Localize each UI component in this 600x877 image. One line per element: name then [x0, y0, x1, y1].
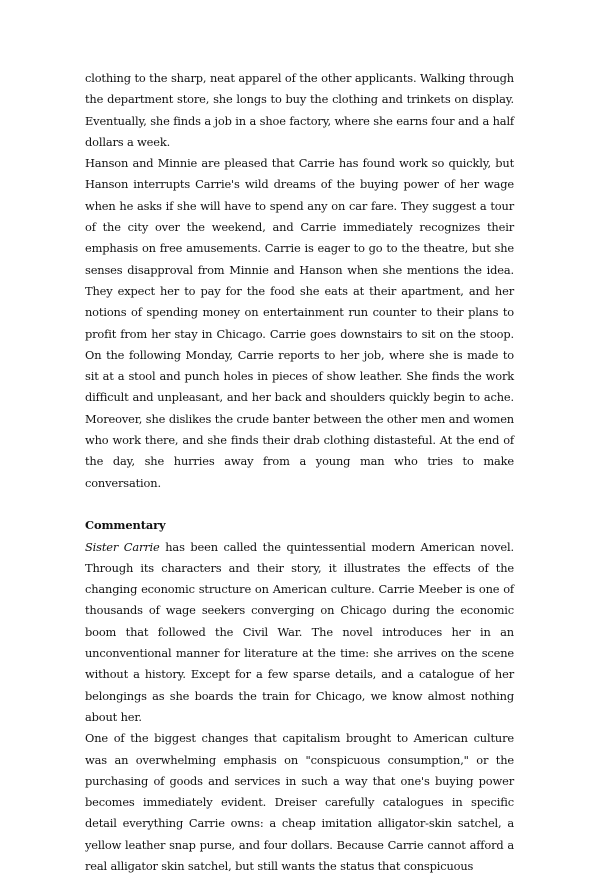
paragraph-conspicuous-consumption: One of the biggest changes that capitalism brought to American culture was an overwhelming emphasis on "conspicuous consumption," or the purchasing of goods and services in such a way that one's buying power becomes immediately evident. Dreiser carefully catalogues in specific detail everything Carrie owns: a cheap imitation alligator-skin satchel, a yellow leather snap purse, and four dollars. Because Carrie cannot afford a real alligator skin satchel, but still wants the status that conspicuous — [85, 731, 514, 873]
paragraph-gap — [85, 494, 514, 515]
paragraph-commentary-intro — [85, 537, 514, 729]
novel-title: Sister Carrie — [85, 539, 160, 554]
section-heading-commentary: Commentary — [85, 518, 166, 533]
paragraph-hanson-minnie: Hanson and Minnie are pleased that Carrie has found work so quickly, but Hanson interrupts Carrie's wild dreams of the buying power of her wage when he asks if she will have to spend any on car fare. They suggest a tour of the city over the weekend, and Carrie immediately recognizes their emphasis on free amusements. Carrie is eager to go to the theatre, but she senses disapproval from Minnie and Hanson when she mentions the idea. They expect her to pay for the food she eats at their apartment, and her notions of spending money on entertainment run counter to their plans to profit from her stay in Chicago. Carrie goes downstairs to sit on the stoop. On the following Monday, Carrie reports to her job, where she is made to sit at a stool and punch holes in pieces of show leather. She finds the work difficult and unpleasant, and her back and shoulders quickly begin to ache. Moreover, she dislikes the crude banter between the other men and women who work there, and she finds their drab clothing distasteful. At the end of the day, she hurries away from a young man who tries to make conversation. — [85, 156, 514, 490]
commentary-intro-text: has been called the quintessential modern American novel. Through its characters and their story, it illustrates the effects of the changing economic structure on American culture. Carrie Meeber is one of thousands of wage seekers converging on Chicago during the economic boom that followed the Civil War. The novel introduces her in an unconventional manner for literature at the time: she arrives on the scene without a history. Except for a few sparse details, and a catalogue of her belongings as she boards the train for Chicago, we know almost nothing about her. — [85, 539, 514, 724]
body-text — [85, 68, 514, 877]
paragraph-job-search: clothing to the sharp, neat apparel of the other applicants. Walking through the department store, she longs to buy the clothing and trinkets on display. Eventually, she finds a job in a shoe factory, where she earns four and a half dollars a week. — [85, 71, 514, 149]
